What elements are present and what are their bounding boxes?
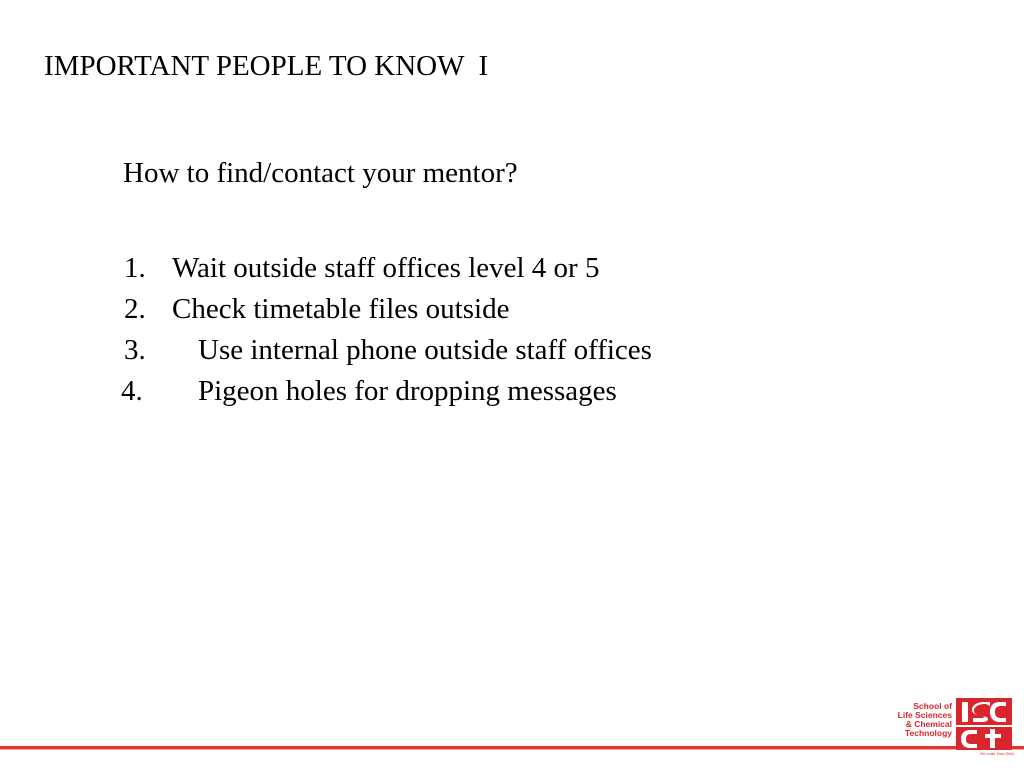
school-logo bbox=[890, 698, 1014, 756]
list-item-number: 3. bbox=[124, 334, 146, 366]
list-item-number: 2. bbox=[124, 293, 146, 325]
list-item-number: 4. bbox=[121, 375, 143, 407]
logo-line: Life Sciences bbox=[897, 710, 952, 720]
logo-tagline: Re-code Your DNA bbox=[980, 751, 1014, 756]
slide-subtitle: How to find/contact your mentor? bbox=[123, 157, 518, 189]
footer-rule-shadow bbox=[0, 749, 1024, 750]
list-item-text: Wait outside staff offices level 4 or 5 bbox=[172, 252, 600, 284]
logo-line: & Chemical bbox=[905, 719, 952, 729]
slide-title: IMPORTANT PEOPLE TO KNOW I bbox=[44, 50, 489, 82]
list-item-text: Use internal phone outside staff offices bbox=[198, 334, 652, 366]
logo-wordmark bbox=[898, 702, 952, 738]
list-item-text: Check timetable files outside bbox=[172, 293, 510, 325]
logo-line: School of bbox=[913, 701, 952, 711]
list-item-number: 1. bbox=[124, 252, 146, 284]
logo-line: Technology bbox=[904, 728, 952, 738]
list-item-text: Pigeon holes for dropping messages bbox=[198, 375, 617, 407]
lsct-logo-mark-icon bbox=[956, 698, 1012, 750]
